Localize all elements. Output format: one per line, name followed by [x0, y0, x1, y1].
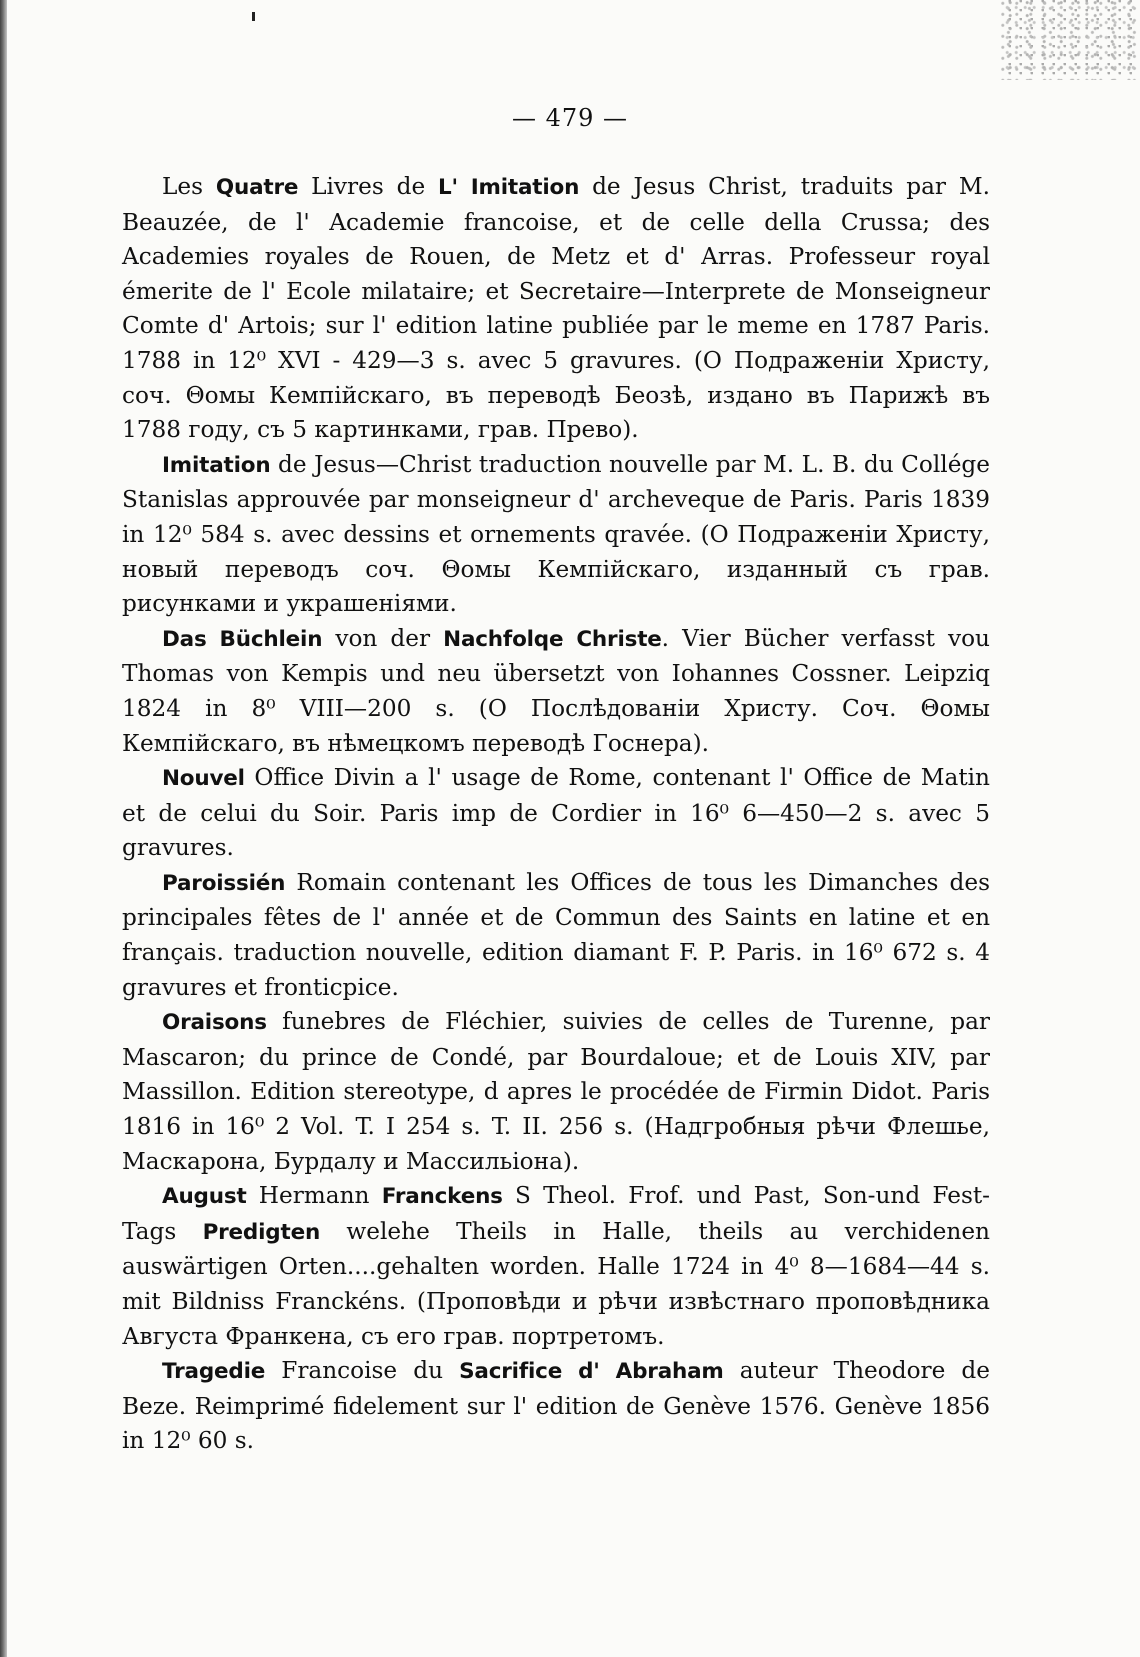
entry-text: Francoise du — [265, 1357, 460, 1385]
entry-title-bold: Oraisons — [162, 1010, 267, 1036]
entry-imitation-1839 — [122, 448, 990, 622]
scan-mark — [252, 12, 255, 21]
entry-title-bold: Sacrifice d' Abraham — [459, 1359, 724, 1385]
entry-imitation-beauzee — [122, 170, 990, 448]
entry-oraisons — [122, 1005, 990, 1179]
entry-title-bold: Predigten — [202, 1219, 321, 1245]
entry-text: Romain contenant les Offices de tous les Dimanches des principales fêtes de l' année et de Commun des Saints en latine et en français. traduction nouvelle, edition diamant F. P. Paris. in 16⁰ 672 s. 4 gravures et fronticpice. — [122, 868, 990, 1001]
entry-title-bold: Franckens — [381, 1184, 503, 1210]
entry-text: Office Divin a l' usage de Rome, contenant l' Office de Matin et de celui du Soir. Paris imp de Cordier in 16⁰ 6—450—2 s. avec 5 gravures. — [122, 764, 990, 862]
entry-francken — [122, 1179, 990, 1354]
entry-text: funebres de Fléchier, suivies de celles de Turenne, par Mascaron; du prince de Condé, par Bourdaloue; et de Louis XIV, par Massillon. Edition stereotype, d apres le procédée de Firmin Didot. Paris 1816 in 16⁰ 2 Vol. T. I 254 s. T. II. 256 s. (Надгробныя рѣчи Флешье, Маскарона, Бурдалу и Массильiона). — [122, 1008, 990, 1175]
entry-text: de Jesus—Christ traduction nouvelle par M. L. B. du Collége Stanislas approuvée par monseigneur d' archeveque de Paris. Paris 1839 in 12⁰ 584 s. avec dessins et ornements qravée. (О Подраженiи Христу, новый переводъ соч. Θомы Кемпiйскаго, изданный съ грав. рисунками и украшенiями. — [122, 450, 990, 618]
entry-buchlein — [122, 622, 990, 761]
entry-title-bold: August — [162, 1184, 247, 1210]
entry-text: . Vier Bücher verfasst vou Thomas von Kempis und neu übersetzt von Iohannes Cossner. Leipziq 1824 in 8⁰ VIII—200 s. (О Послѣдованiи Христу. Соч. Θомы Кемпiйскаго, въ нѣмецкомъ переводѣ Госнера). — [122, 624, 990, 757]
entry-title-bold: Imitation — [162, 452, 271, 478]
entry-text: de Jesus Christ, traduits par M. Beauzée, de l' Academie francoise, et de celle della Crussa; des Academies royales de Rouen, de Metz et d' Arras. Professeur royal émerite de l' Ecole milataire; et Secretaire—Interprete de Monseigneur Comte d' Artois; sur l' edition latine publiée par le meme en 1787 Paris. 1788 in 12⁰ XVI - 429—3 s. avec 5 gravures. (О Подраженiи Христу, соч. Θомы Кемпiйскаго, въ переводѣ Беозѣ, издано въ Парижѣ въ 1788 году, съ 5 картинками, грав. Прево). — [122, 173, 990, 444]
entry-title-bold: Tragedie — [162, 1359, 266, 1385]
entry-title-bold: Das Büchlein — [162, 626, 323, 652]
bibliography-text — [122, 170, 990, 1459]
entry-title-bold: Nachfolqe Christe — [443, 626, 662, 652]
entry-text: Hermann — [246, 1182, 382, 1210]
entry-title-bold: Paroissién — [162, 870, 286, 896]
page-number: — 479 — — [511, 104, 629, 132]
entry-text: welehe Theils in Halle, theils au verchidenen auswärtigen Orten....gehalten worden. Halle 1724 in 4⁰ 8—1684—44 s. mit Bildniss Franckéns. (Проповѣди и рѣчи извѣстнаго проповѣдника Августа Франкена, съ его грав. портретомъ. — [122, 1217, 990, 1350]
entry-text: von der — [322, 624, 444, 652]
entry-paroissien — [122, 866, 990, 1005]
entry-text: Livres de — [298, 173, 439, 200]
entry-text: Les — [162, 173, 216, 200]
entry-title-bold: Nouvel — [162, 766, 245, 792]
entry-nouvel-office — [122, 761, 990, 866]
entry-tragedie — [122, 1354, 990, 1459]
entry-text: auteur Theodore de Beze. Reimprimé fidelement sur l' edition de Genève 1576. Genève 1856 in 12⁰ 60 s. — [122, 1357, 990, 1455]
scan-noise — [1000, 0, 1140, 80]
entry-text: S Theol. Frof. und Past, Son-und Fest-Tags — [122, 1182, 990, 1245]
page-binding-edge — [0, 0, 7, 1657]
entry-title-bold: Quatre — [215, 175, 299, 200]
entry-title-bold: L' Imitation — [438, 175, 580, 200]
